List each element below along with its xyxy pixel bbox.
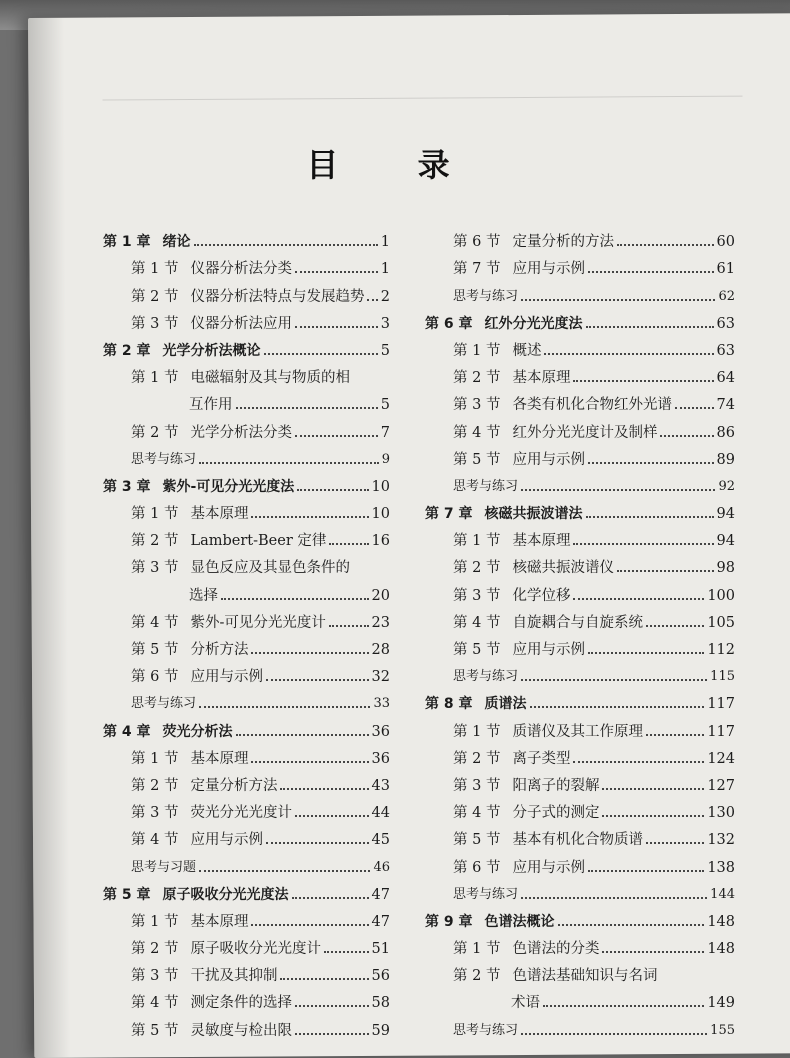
section-number: 第 1 节 [131, 750, 179, 767]
toc-exercise-entry[interactable] [425, 279, 735, 306]
page-number: 132 [707, 832, 735, 849]
page-number: 1 [380, 261, 390, 278]
page-title: 目 录 [306, 146, 484, 184]
page-number: 94 [716, 533, 735, 550]
section-number: 第 1 节 [131, 913, 179, 930]
entry-title: 色谱法的分类 [512, 941, 600, 958]
toc-chapter-entry[interactable] [103, 225, 390, 252]
chapter-title: 原子吸收分光光度法 [162, 886, 289, 903]
dot-leader [602, 788, 704, 790]
entry-title: 基本原理 [190, 750, 249, 767]
dot-leader [295, 815, 369, 817]
dot-leader [266, 842, 369, 844]
entry-title: 原子吸收分光光度计 [190, 941, 321, 958]
page-number: 149 [707, 995, 735, 1012]
section-number: 第 1 节 [131, 506, 179, 523]
page-number: 144 [710, 886, 735, 902]
page-number: 60 [716, 234, 735, 251]
toc-chapter-entry[interactable] [425, 687, 735, 714]
page-number: 117 [707, 723, 735, 740]
dot-leader [521, 897, 707, 899]
dot-leader [221, 598, 369, 600]
section-number: 第 4 节 [131, 832, 179, 849]
dot-leader [573, 380, 713, 382]
section-number: 第 3 节 [131, 560, 179, 577]
page-number: 23 [371, 614, 390, 631]
entry-title: 思考与练习 [453, 886, 519, 902]
entry-title: 红外分光光度计及制样 [512, 424, 658, 441]
dot-leader [675, 407, 714, 409]
toc-section-entry[interactable] [103, 823, 390, 850]
chapter-number: 第 5 章 [103, 886, 151, 903]
entry-title: 思考与练习 [131, 696, 197, 712]
page-number: 117 [707, 696, 735, 713]
page-number: 89 [716, 451, 735, 468]
dot-leader [544, 353, 713, 355]
section-number: 第 1 节 [131, 370, 179, 387]
section-number: 第 2 节 [453, 560, 501, 577]
dot-leader [251, 924, 368, 926]
page-number: 44 [371, 805, 390, 822]
page-number: 64 [716, 370, 735, 387]
section-number: 第 4 节 [453, 614, 501, 631]
chapter-number: 第 7 章 [425, 506, 473, 523]
entry-title: 离子类型 [512, 750, 571, 767]
page-number: 51 [371, 941, 390, 958]
dot-leader [199, 706, 370, 708]
toc-section-entry[interactable] [103, 279, 390, 306]
entry-title: 分析方法 [190, 642, 249, 658]
dot-leader [602, 951, 704, 953]
toc-chapter-entry[interactable] [103, 878, 390, 905]
page-number: 2 [380, 288, 390, 305]
page-number: 112 [707, 642, 735, 658]
entry-title: 仪器分析法分类 [190, 261, 292, 278]
toc-section-entry[interactable] [103, 959, 390, 986]
page-number: 94 [716, 506, 735, 523]
toc-chapter-entry[interactable] [103, 714, 390, 741]
entry-title: 思考与练习 [131, 451, 197, 467]
chapter-number: 第 8 章 [425, 696, 473, 713]
dot-leader [558, 924, 705, 926]
toc-section-entry[interactable] [103, 633, 390, 660]
page-number: 124 [707, 750, 735, 767]
page-number: 46 [373, 859, 390, 875]
entry-title: 化学位移 [512, 587, 571, 604]
entry-title: 基本原理 [190, 913, 249, 930]
section-title-continued: 术语 [511, 995, 540, 1012]
entry-title: 分子式的测定 [512, 805, 600, 822]
dot-leader [251, 516, 368, 518]
entry-title: 核磁共振波谱仪 [512, 560, 614, 577]
entry-title: 思考与练习 [453, 288, 519, 304]
dot-leader [199, 870, 370, 872]
dot-leader [521, 299, 715, 301]
section-title: 电磁辐射及其与物质的相 [190, 370, 350, 387]
page-number: 3 [380, 315, 390, 332]
entry-title: 各类有机化合物红外光谱 [512, 397, 672, 414]
entry-title: 思考与练习 [453, 1022, 519, 1038]
entry-title: 仪器分析法应用 [190, 315, 292, 332]
section-number: 第 5 节 [131, 1022, 179, 1039]
dot-leader [543, 1005, 704, 1007]
page-number: 100 [707, 587, 735, 604]
entry-title: 定量分析方法 [190, 777, 278, 794]
page-number: 16 [371, 533, 390, 550]
section-title: 色谱法基础知识与名词 [512, 968, 658, 985]
header-rule [102, 96, 742, 101]
page-number: 63 [716, 315, 735, 332]
toc-section-entry[interactable] [103, 769, 390, 796]
chapter-title: 质谱法 [484, 696, 527, 713]
toc-section-entry[interactable] [103, 1013, 390, 1040]
chapter-number: 第 4 章 [103, 723, 151, 740]
section-number: 第 4 节 [453, 805, 501, 822]
page-number: 127 [707, 777, 735, 794]
dot-leader [646, 734, 704, 736]
dot-leader [367, 299, 377, 301]
toc-section-entry[interactable] [425, 796, 735, 823]
toc-section-entry[interactable] [103, 606, 390, 633]
entry-title: 基本原理 [512, 533, 571, 550]
chapter-title: 光学分析法概论 [162, 342, 261, 359]
entry-title: 应用与示例 [512, 859, 585, 876]
dot-leader [324, 951, 369, 953]
toc-section-entry[interactable] [425, 633, 735, 660]
toc-section-entry[interactable] [103, 415, 390, 442]
entry-title: 阳离子的裂解 [512, 777, 600, 794]
toc-section-entry[interactable] [103, 796, 390, 823]
entry-title: 基本原理 [190, 506, 249, 523]
dot-leader [280, 788, 368, 790]
toc-section-entry[interactable] [425, 225, 735, 252]
toc-section-entry[interactable] [425, 252, 735, 279]
dot-leader [646, 842, 704, 844]
dot-leader [295, 1005, 369, 1007]
toc-section-entry[interactable] [425, 334, 735, 361]
page-number: 9 [381, 451, 390, 467]
dot-leader [251, 761, 368, 763]
dot-leader [660, 435, 713, 437]
toc-section-entry[interactable] [425, 932, 735, 959]
entry-title: 定量分析的方法 [512, 234, 614, 251]
section-number: 第 4 节 [131, 614, 179, 631]
page-number: 56 [371, 968, 390, 985]
section-number: 第 2 节 [131, 941, 179, 958]
toc-section-entry[interactable] [103, 551, 390, 605]
toc-exercise-entry[interactable] [103, 850, 390, 877]
page-number: 45 [371, 832, 390, 849]
dot-leader [295, 271, 378, 273]
toc-right-column [425, 225, 735, 1041]
page-number: 138 [707, 859, 735, 876]
page-number: 10 [371, 478, 390, 495]
toc-section-entry[interactable] [103, 252, 390, 279]
section-title-continued: 互作用 [189, 397, 233, 414]
section-number: 第 7 节 [453, 261, 501, 278]
toc-exercise-entry[interactable] [103, 443, 390, 470]
chapter-number: 第 1 章 [103, 234, 151, 251]
toc-section-entry[interactable] [103, 905, 390, 932]
dot-leader [573, 761, 704, 763]
chapter-title: 核磁共振波谱法 [484, 506, 583, 523]
section-number: 第 3 节 [453, 397, 501, 414]
toc-section-entry[interactable] [425, 415, 735, 442]
section-number: 第 6 节 [453, 234, 501, 251]
section-number: 第 4 节 [131, 995, 179, 1012]
dot-leader [521, 1033, 707, 1035]
section-number: 第 3 节 [131, 968, 179, 985]
toc-section-entry[interactable] [103, 307, 390, 334]
dot-leader [236, 407, 378, 409]
page-number: 32 [371, 669, 390, 686]
entry-title: 质谱仪及其工作原理 [512, 723, 643, 740]
page-number: 58 [371, 995, 390, 1012]
section-number: 第 6 节 [453, 859, 501, 876]
toc-exercise-entry[interactable] [425, 470, 735, 497]
page-number: 5 [380, 397, 390, 414]
dot-leader [266, 679, 369, 681]
section-number: 第 1 节 [453, 342, 501, 359]
chapter-number: 第 6 章 [425, 315, 473, 332]
entry-title: 灵敏度与检出限 [190, 1022, 292, 1039]
page-number: 61 [716, 261, 735, 278]
entry-title: 应用与示例 [512, 261, 585, 278]
entry-title: 基本有机化合物质谱 [512, 832, 643, 849]
page-number: 98 [716, 560, 735, 577]
section-number: 第 5 节 [131, 642, 179, 658]
page-number: 5 [380, 342, 390, 359]
section-number: 第 6 节 [131, 669, 179, 686]
page-number: 33 [373, 696, 390, 712]
section-number: 第 5 节 [453, 642, 501, 658]
dot-leader [280, 978, 368, 980]
toc-section-entry[interactable] [425, 742, 735, 769]
toc-section-entry[interactable] [103, 742, 390, 769]
section-number: 第 2 节 [131, 777, 179, 794]
section-number: 第 2 节 [453, 370, 501, 387]
page-number: 20 [371, 587, 390, 604]
toc-section-entry[interactable] [103, 660, 390, 687]
page-number: 62 [718, 288, 735, 304]
dot-leader [236, 734, 369, 736]
toc-exercise-entry[interactable] [425, 660, 735, 687]
toc-exercise-entry[interactable] [425, 1013, 735, 1040]
toc-exercise-entry[interactable] [425, 878, 735, 905]
chapter-number: 第 9 章 [425, 913, 473, 930]
page-number: 47 [371, 913, 390, 930]
toc-section-entry[interactable] [425, 361, 735, 388]
page-number: 47 [371, 886, 390, 903]
entry-title: 思考与习题 [131, 859, 197, 875]
section-title: 显色反应及其显色条件的 [190, 560, 350, 577]
page-number: 105 [707, 614, 735, 631]
page-number: 43 [371, 777, 390, 794]
toc-chapter-entry[interactable] [425, 497, 735, 524]
toc-section-entry[interactable] [425, 850, 735, 877]
toc-section-entry[interactable] [425, 551, 735, 578]
page-number: 59 [371, 1022, 390, 1039]
entry-title: 思考与练习 [453, 669, 519, 685]
dot-leader [588, 870, 704, 872]
page-number: 92 [718, 478, 735, 494]
section-number: 第 5 节 [453, 832, 501, 849]
entry-title: 紫外-可见分光光度计 [190, 614, 326, 631]
dot-leader [264, 353, 378, 355]
chapter-title: 色谱法概论 [484, 913, 555, 930]
dot-leader [588, 462, 714, 464]
toc-section-entry[interactable] [425, 959, 735, 1013]
dot-leader [530, 706, 705, 708]
chapter-number: 第 2 章 [103, 342, 151, 359]
entry-title: Lambert-Beer 定律 [190, 533, 327, 550]
section-number: 第 4 节 [453, 424, 501, 441]
section-number: 第 2 节 [453, 968, 501, 985]
section-number: 第 2 节 [131, 288, 179, 305]
page-number: 36 [371, 723, 390, 740]
toc-section-entry[interactable] [425, 443, 735, 470]
page-number: 155 [710, 1022, 735, 1038]
toc-chapter-entry[interactable] [425, 905, 735, 932]
section-number: 第 3 节 [131, 315, 179, 332]
entry-title: 仪器分析法特点与发展趋势 [190, 288, 365, 305]
chapter-title: 荧光分析法 [162, 723, 233, 740]
entry-title: 应用与示例 [190, 832, 263, 849]
section-number: 第 2 节 [131, 424, 179, 441]
page-number: 130 [707, 805, 735, 822]
page-number: 148 [707, 941, 735, 958]
page-number: 86 [716, 424, 735, 441]
dot-leader [573, 598, 704, 600]
toc-section-entry[interactable] [425, 578, 735, 605]
page-number: 1 [380, 234, 390, 251]
toc-section-entry[interactable] [425, 388, 735, 415]
dot-leader [588, 271, 714, 273]
dot-leader [329, 625, 369, 627]
toc-section-entry[interactable] [103, 361, 390, 415]
entry-title: 干扰及其抑制 [190, 968, 278, 985]
section-number: 第 5 节 [453, 451, 501, 468]
entry-title: 基本原理 [512, 370, 571, 387]
entry-title: 光学分析法分类 [190, 424, 292, 441]
section-number: 第 3 节 [131, 805, 179, 822]
section-number: 第 1 节 [453, 723, 501, 740]
section-number: 第 1 节 [453, 533, 501, 550]
section-title-continued: 选择 [189, 587, 218, 604]
toc-chapter-entry[interactable] [103, 470, 390, 497]
entry-title: 测定条件的选择 [190, 995, 292, 1012]
dot-leader [251, 652, 368, 654]
dot-leader [573, 543, 713, 545]
dot-leader [292, 897, 369, 899]
toc-section-entry[interactable] [103, 524, 390, 551]
dot-leader [586, 516, 714, 518]
entry-title: 荧光分光光度计 [190, 805, 292, 822]
dot-leader [588, 652, 704, 654]
section-number: 第 3 节 [453, 587, 501, 604]
entry-title: 应用与示例 [190, 669, 263, 686]
entry-title: 思考与练习 [453, 478, 519, 494]
page-number: 63 [716, 342, 735, 359]
page-number: 115 [710, 669, 735, 685]
dot-leader [199, 462, 379, 464]
section-number: 第 3 节 [453, 777, 501, 794]
dot-leader [194, 244, 378, 246]
entry-title: 自旋耦合与自旋系统 [512, 614, 643, 631]
dot-leader [617, 570, 714, 572]
toc-section-entry[interactable] [103, 986, 390, 1013]
toc-chapter-entry[interactable] [425, 307, 735, 334]
section-number: 第 1 节 [131, 261, 179, 278]
toc-left-column [103, 225, 390, 1041]
section-number: 第 2 节 [453, 750, 501, 767]
toc-section-entry[interactable] [103, 497, 390, 524]
chapter-title: 紫外-可见分光光度法 [162, 478, 295, 495]
toc-chapter-entry[interactable] [103, 334, 390, 361]
toc-exercise-entry[interactable] [103, 687, 390, 714]
toc-section-entry[interactable] [425, 823, 735, 850]
dot-leader [297, 489, 368, 491]
entry-title: 应用与示例 [512, 451, 585, 468]
page-number: 10 [371, 506, 390, 523]
toc-section-entry[interactable] [425, 524, 735, 551]
page-number: 148 [707, 913, 735, 930]
page-number: 28 [371, 642, 390, 658]
page-number: 7 [380, 424, 390, 441]
section-number: 第 1 节 [453, 941, 501, 958]
chapter-title: 红外分光光度法 [484, 315, 583, 332]
chapter-title: 绪论 [162, 234, 191, 251]
entry-title: 应用与示例 [512, 642, 585, 658]
dot-leader [586, 326, 714, 328]
dot-leader [617, 244, 714, 246]
dot-leader [646, 625, 704, 627]
dot-leader [521, 489, 715, 491]
dot-leader [295, 326, 378, 328]
entry-title: 概述 [512, 342, 542, 359]
toc-section-entry[interactable] [425, 714, 735, 741]
chapter-number: 第 3 章 [103, 478, 151, 495]
page-number: 36 [371, 750, 390, 767]
toc-section-entry[interactable] [425, 769, 735, 796]
dot-leader [295, 435, 378, 437]
dot-leader [329, 543, 368, 545]
toc-section-entry[interactable] [425, 606, 735, 633]
section-number: 第 2 节 [131, 533, 179, 550]
toc-section-entry[interactable] [103, 932, 390, 959]
dot-leader [521, 679, 707, 681]
dot-leader [602, 815, 704, 817]
dot-leader [295, 1033, 369, 1035]
page-number: 74 [716, 397, 735, 414]
